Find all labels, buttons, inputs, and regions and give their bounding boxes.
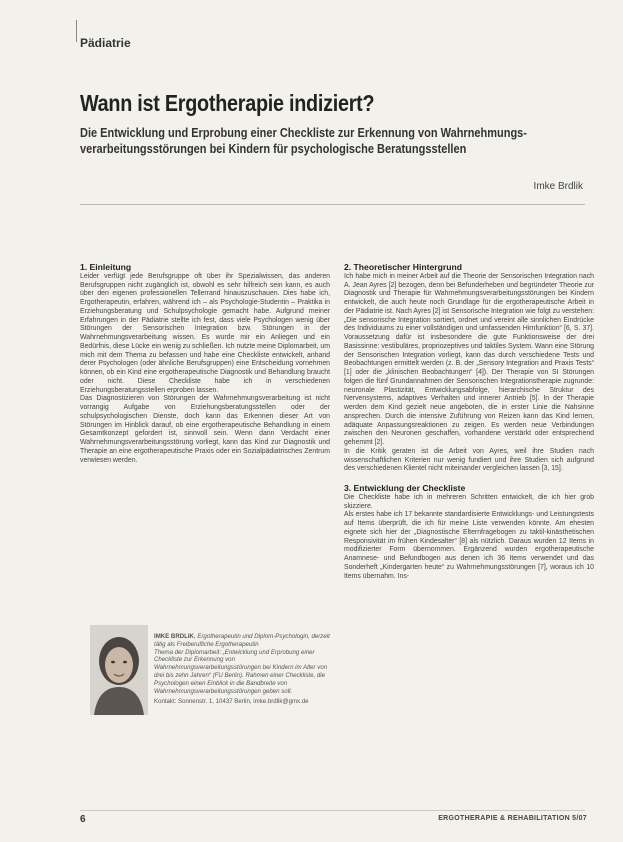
section-heading-checklist: 3. Entwicklung der Checkliste <box>344 483 466 493</box>
footer-rule <box>80 810 585 811</box>
article-subtitle: Die Entwicklung und Erprobung einer Checkliste zur Erkennung von Wahrnehmungs- verarbeitungsstörungen bei Kindern für psychologische Beratungsstellen <box>80 126 527 156</box>
paragraph: In die Kritik geraten ist die Arbeit von Ayres, weil ihre Studien nach wissenschaftlichen Kriterien nur wenig fundiert und ihre Studien sich aufgrund des verschiedenen Klientel nicht miteinander vergleichen lassen [3, 15]. <box>344 447 594 473</box>
bio-text: Thema der Diplomarbeit: „Entwicklung und Erprobung einer Checkliste zur Erkennung von Wahrnehmungsverarbeitungsstörungen bei Kindern im Alter von drei bis zehn Jahren“ (FU Berlin). Rahmen einer Checkliste, die Psychologen einen Einblick in die Bandbreite von Wahrnehmungsverarbeitungsstörungen geben soll. <box>154 648 328 695</box>
divider <box>80 204 585 205</box>
column-right <box>344 263 594 581</box>
section-heading-introduction: 1. Einleitung <box>80 262 132 272</box>
page-number: 6 <box>80 814 86 825</box>
journal-name: ERGOTHERAPIE & REHABILITATION 5/07 <box>438 815 587 822</box>
article-title: Wann ist Ergotherapie indiziert? <box>80 90 375 116</box>
header-rule <box>76 20 77 42</box>
section-label: Pädiatrie <box>80 36 131 50</box>
paragraph: Leider verfügt jede Berufsgruppe oft über ihr Spezialwissen, das anderen Berufsgruppen nicht zugänglich ist, obwohl es sehr hilfreich sein kann, es auch über den eigenen professionellen Tellerrand hinauszuschauen. Dies habe ich, Ergotherapeutin, erfahren, während ich – als Psychologie-Studentin – Praktika in Erziehungsberatung und Schulpsychologie gemacht habe. Aufgrund meiner Erfahrungen in der Pädiatrie stellte ich fest, dass viele Psychologen wenig über Störungen der Sensorischen Integration bzw. Störungen in der Wahrnehmungsverarbeitung wissen. Es wurde mir ein Anliegen und ein Bedürfnis, diese Lücke ein wenig zu schließen. Ich nutzte meine Diplomarbeit, um mich mit dem Thema zu befassen und habe eine Checkliste entwickelt, anhand derer Psychologen (oder ähnliche Berufsgruppen) eine Entscheidung vornehmen können, ob ein Kind eine ergotherapeutische Diagnostik und Behandlung braucht oder nicht. Diese Checkliste habe ich in verschiedenen Erziehungsberatungsstellen erproben lassen. <box>80 272 330 394</box>
column-left <box>80 263 330 465</box>
bio-contact: Kontakt: Sonnenstr. 1, 10437 Berlin, imke.brdlik@gmx.de <box>154 698 309 706</box>
paragraph: Das Diagnostizieren von Störungen der Wahrnehmungsverarbeitung ist nicht vorrangig Aufgabe von Erziehungsberatungsstellen oder der schulpsychologischen Dienste, doch kann das Erkennen dieser Art von Störungen im Hinblick darauf, ob eine ergotherapeutische Behandlung in einem Gesamtkonzept gefordert ist, sinnvoll sein. Wenn dann Verdacht einer Wahrnehmungsverarbeitungsstörung vorliegt, kann das Kind zur Diagnostik und Therapie an eine ergotherapeutische Praxis oder ein Sozialpädiatrisches Zentrum verwiesen werden. <box>80 395 330 464</box>
section-heading-background: 2. Theoretischer Hintergrund <box>344 262 462 272</box>
author-bio <box>80 633 330 706</box>
paragraph: Ich habe mich in meiner Arbeit auf die Theorie der Sensorischen Integration nach A. Jean Ayres [2] bezogen, denn bei Befunderheben und begründeter Theorie zur Diagnostik und Therapie für Wahrnehmungsverarbeitungsstörungen bei Kindern entwickelt, die auch heute noch Grundlage für die ergotherapeutische Arbeit in der Pädiatrie ist. Nach Ayres [2] ist Sensorische Integration wie folgt zu verstehen: „Die sensorische Integration sortiert, ordnet und vereint alle sinnlichen Eindrücke des Individuums zu einer vollständigen und umfassenden Hirnfunktion“ [6, S. 37]. Voraussetzung dafür ist insbesondere die gute Funktionsweise der drei Basissinne: vestibuläres, propriozeptives und taktiles System. Wann eine Störung der Sensorischen Integration vorliegt, kann das durch verschiedene Tests und Beobachtungen ermittelt werden (z. B. der „Sensory Integration and Praxis Tests“ [1] oder die „klinischen Beobachtungen“ [4]). Der Therapie von SI Störungen folgen die fünf Grundannahmen der Sensorischen Integrationstherapie zugrunde: neuronale Plastizität, Entwicklungsabfolge, hierarchische Struktur des Nervensystems, adaptives Verhalten und innerer Antrieb [5]. In der Therapie werden dem Kind gezielt neue angeboten, die in erster Linie die Nahsinne ansprechen. Durch die intensive Zuführung von Reizen kann das Kind lernen, adäquate Anpassungsreaktionen zu zeigen. Es werden neue Verbindungen zwischen den Neuronen geschaffen, vorhandene verstärkt oder entsprechend gehemmt [2]. <box>344 272 594 446</box>
bio-name: IMKE BRDLIK <box>154 633 194 640</box>
author-name: Imke Brdlik <box>533 181 583 192</box>
paragraph: Die Checkliste habe ich in mehreren Schritten entwickelt, die ich hier grob skizziere. <box>344 493 594 510</box>
bio-role: , Ergotherapeutin und Diplom-Psychologin, derzeit tätig als Freiberufliche Ergotherapeutin <box>154 633 330 648</box>
paragraph: Als erstes habe ich 17 bekannte standardisierte Entwicklungs- und Leistungstests auf Items überprüft, die ich für meine Liste verwenden könnte. Am ehesten eignete sich hier der „Diagnostische Elternfragebogen zu taktil-kinästhetischen Responsivität im frühen Kindesalter“ [8] als nützlich. Daraus wurden 12 Items in modifizierter Form übernommen. Ergänzend wurden ergotherapeutische Anamnese- und Befundbogen aus denen ich 36 Items verwendet und das Sonderheft „Kindergarten heute“ zu Wahrnehmungsstörungen [7], woraus ich 10 Items übernahm. Ins- <box>344 511 594 580</box>
